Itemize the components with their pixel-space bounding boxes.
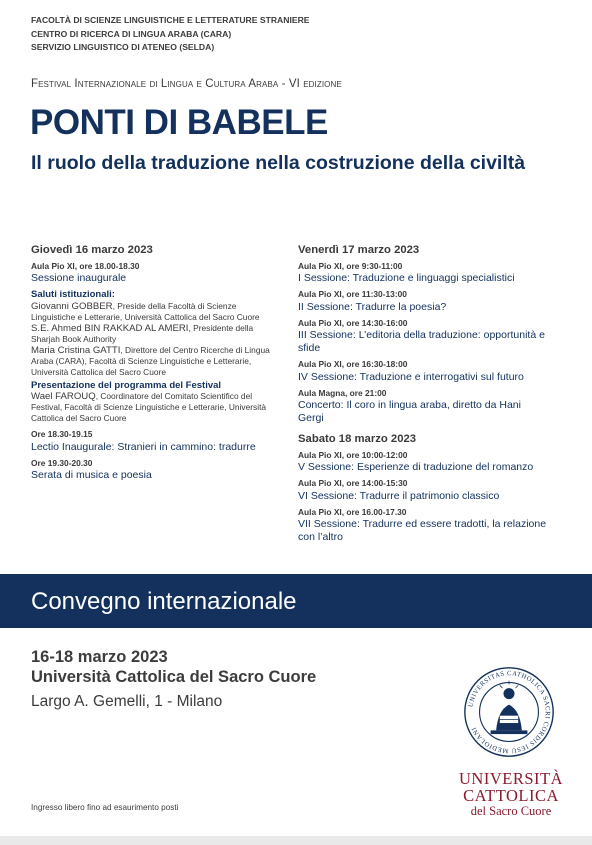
session-title: Serata di musica e poesia (31, 469, 152, 481)
session-title: V Sessione: Esperienze di traduzione del romanzo (298, 461, 534, 473)
page-title: PONTI DI BABELE (30, 103, 328, 142)
session-location: Aula Pio XI, ore 14:30-16:00 (298, 317, 408, 328)
session-location: Aula Pio XI, ore 14:00-15:30 (298, 478, 408, 488)
session-item (298, 450, 548, 475)
presentation-label: Presentazione del programma del Festival (31, 379, 222, 391)
logo-line: CATTOLICA (463, 786, 559, 805)
venue-name: Università Cattolica del Sacro Cuore (31, 668, 317, 686)
venue-address: Largo A. Gemelli, 1 - Milano (31, 693, 223, 710)
session-title: Sessione inaugurale (31, 272, 127, 284)
speaker-role: , Preside della Facoltà di Scienze Linguistiche e Letterarie, Università Cattolica del Sacro Cuore (31, 300, 260, 322)
session-location: Aula Pio XI, ore 10:00-12:00 (298, 449, 408, 460)
speaker-name: Maria Cristina GATTI (31, 344, 121, 356)
speaker-role: , Coordinatore del Comitato Scientifico del Festival, Facoltà di Scienze Linguistiche e Letterarie, Università Cattolica del Sacro Cuore (31, 391, 267, 423)
institution-line: SERVIZIO LINGUISTICO DI ATENEO (SELDA) (31, 42, 215, 53)
logo-line: UNIVERSITÀ (459, 769, 563, 788)
session-title: IV Sessione: Traduzione e interrogativi sul futuro (298, 370, 524, 383)
institution-line: CENTRO DI RICERCA DI LINGUA ARABA (CARA) (31, 28, 232, 39)
speaker-entry (31, 345, 276, 378)
university-seal-icon (463, 666, 555, 758)
speaker-role: , Direttore del Centro Ricerche di Lingua Araba (CARA), Facoltà di Scienze Linguistiche e Letterarie, Università Cattolica del Sacro Cuore (31, 344, 270, 377)
session-title: III Sessione: L’editoria della traduzione: opportunità e sfide (298, 329, 545, 354)
entry-note: Ingresso libero fino ad esaurimento posti (31, 803, 179, 812)
university-logo (459, 770, 563, 818)
speaker-entry (31, 391, 276, 424)
session-item (298, 507, 548, 545)
session-title: I Sessione: Traduzione e linguaggi specialistici (298, 272, 515, 284)
session-item (298, 478, 548, 503)
session-location: Aula Pio XI, ore 16:30-18:00 (298, 359, 408, 369)
session-location: Aula Pio XI, ore 11:30-13:00 (298, 289, 407, 299)
session-item (298, 261, 548, 286)
footer-strip (0, 836, 592, 845)
day-heading: Sabato 18 marzo 2023 (298, 433, 417, 445)
session-title: Lectio Inaugurale: Stranieri in cammino: tradurre (31, 440, 256, 453)
speaker-name: Wael FAROUQ (31, 391, 96, 402)
session-location: Aula Magna, ore 21:00 (298, 387, 387, 398)
session-location: Ore 19.30-20.30 (31, 457, 93, 468)
page-subtitle: Il ruolo della traduzione nella costruzione della civiltà (31, 152, 526, 174)
seal-text: UNIVERSITAS CATHOLICA SACRI CORDIS IESU MEDIOLANI (467, 670, 551, 754)
session-location: Aula Pio XI, ore 16.00-17.30 (298, 506, 407, 517)
institution-header (31, 14, 310, 55)
banner-title: Convegno internazionale (31, 588, 297, 615)
speaker-entry (31, 323, 276, 345)
session-item (298, 289, 548, 314)
session-location: Aula Pio XI, ore 18.00-18.30 (31, 260, 140, 271)
session-title: II Sessione: Tradurre la poesia? (298, 300, 447, 313)
speaker-entry (31, 301, 276, 323)
program-friday-saturday (298, 245, 548, 544)
festival-title: Festival Internazionale di Lingua e Cultura Araba - VI edizione (31, 78, 342, 90)
session-title: Concerto: Il coro in lingua araba, diretto da Hani Gergi (298, 399, 521, 424)
session-item (298, 318, 548, 356)
day-heading: Venerdì 17 marzo 2023 (298, 244, 420, 256)
session-title: VII Sessione: Tradurre ed essere tradotti, la relazione con l’altro (298, 518, 547, 543)
session-location: Aula Pio XI, ore 9:30-11:00 (298, 260, 403, 271)
session-item (298, 359, 548, 384)
event-dates: 16-18 marzo 2023 (31, 648, 168, 666)
session-item (298, 388, 548, 426)
speaker-name: S.E. Ahmed BIN RAKKAD AL AMERI (31, 322, 189, 334)
speaker-role: , Presidente della Sharjah Book Authority (31, 322, 254, 344)
institution-line: FACOLTÀ DI SCIENZE LINGUISTICHE E LETTERATURE STRANIERE (31, 15, 310, 25)
logo-line: del Sacro Cuore (470, 804, 552, 818)
session-title: VI Sessione: Tradurre il patrimonio classico (298, 489, 500, 502)
session-location: Ore 18.30-19.15 (31, 429, 93, 439)
program-thursday (31, 245, 276, 482)
day-heading: Giovedì 16 marzo 2023 (31, 244, 153, 256)
speaker-name: Giovanni GOBBER (31, 300, 113, 312)
greetings-label: Saluti istituzionali: (31, 289, 115, 300)
